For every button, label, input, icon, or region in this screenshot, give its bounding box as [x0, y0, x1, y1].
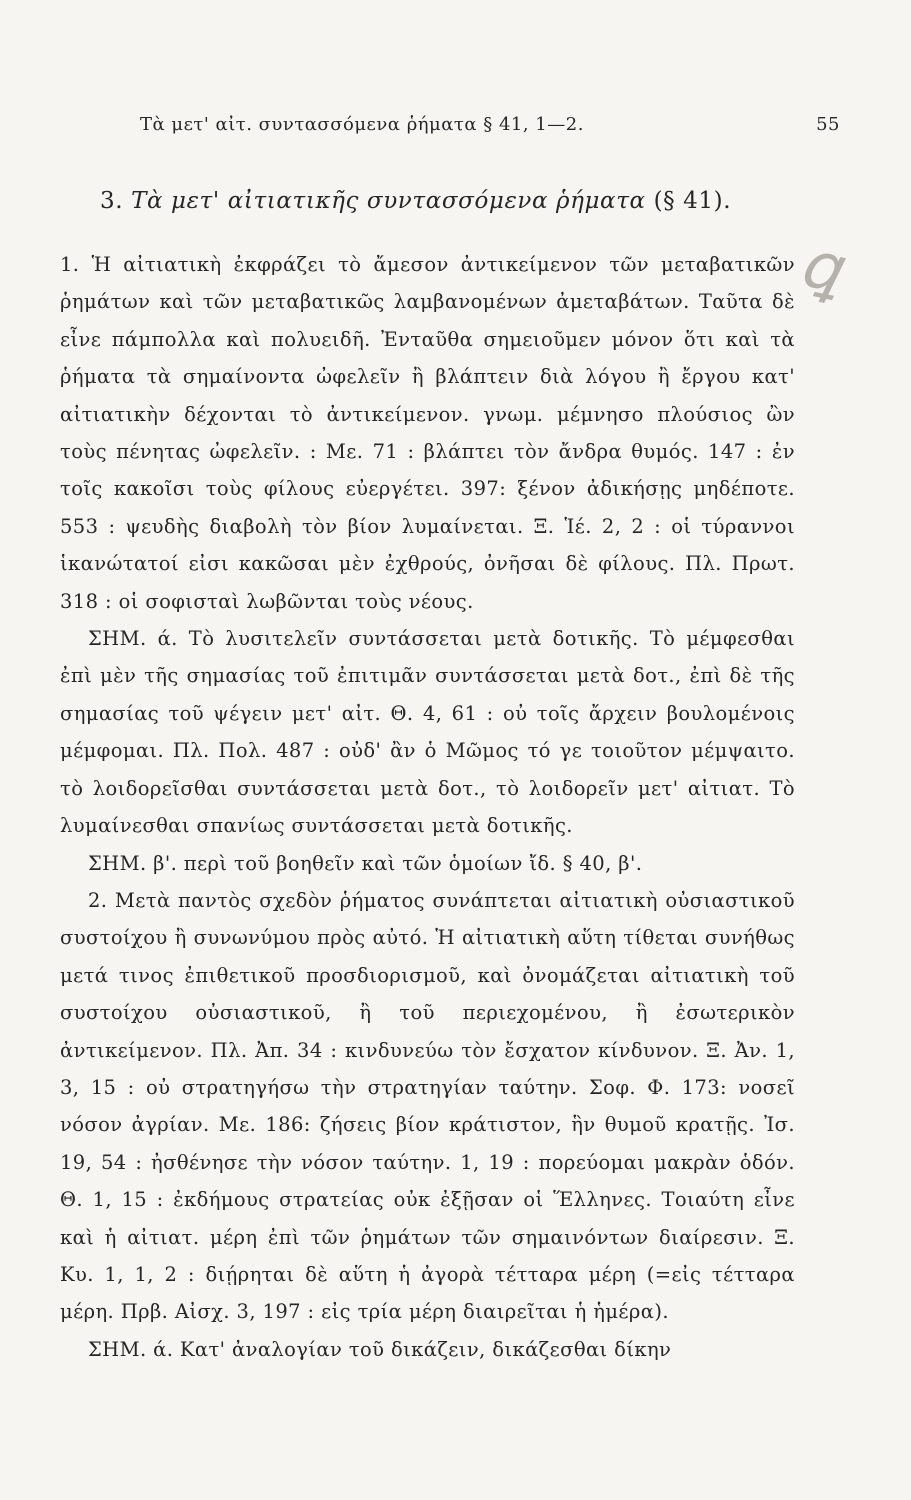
body-text: [60, 246, 795, 1368]
section-heading: [100, 188, 800, 214]
page-number: 55: [816, 114, 840, 135]
paragraph-1: 1. Ἡ αἰτιατικὴ ἐκφράζει τὸ ἄμεσον ἀντικείμενον τῶν μεταβατικῶν ῥημάτων καὶ τῶν μεταβατικῶς λαμβανομένων ἀμεταβάτων. Ταῦτα δὲ εἶνε πάμπολλα καὶ πολυειδῆ. Ἐνταῦθα σημειοῦμεν μόνον ὅτι καὶ τὰ ῥήματα τὰ σημαίνοντα ὠφελεῖν ἢ βλάπτειν διὰ λόγου ἢ ἔργου κατ' αἰτιατικὴν δέχονται τὸ ἀντικείμενον. γνωμ. μέμνησο πλούσιος ὢν τοὺς πένητας ὠφελεῖν. : Με. 71 : βλάπτει τὸν ἄνδρα θυμός. 147 : ἐν τοῖς κακοῖσι τοὺς φίλους εὐεργέτει. 397: ξένον ἀδικήσῃς μηδέποτε. 553 : ψευδὴς διαβολὴ τὸν βίον λυμαίνεται. Ξ. Ἱέ. 2, 2 : οἱ τύραννοι ἱκανώτατοί εἰσι κακῶσαι μὲν ἐχθρούς, ὀνῆσαι δὲ φίλους. Πλ. Πρωτ. 318 : οἱ σοφισταὶ λωβῶνται τοὺς νέους.: [60, 253, 795, 613]
note-alpha-continued: ΣΗΜ. ά. Κατ' ἀναλογίαν τοῦ δικάζειν, δικάζεσθαι δίκην: [88, 1337, 672, 1361]
running-head-title: Τὰ μετ' αἰτ. συντασσόμενα ῥήματα § 41, 1—2.: [140, 114, 584, 135]
section-number: 3.: [100, 188, 124, 214]
section-reference: (§ 41).: [653, 188, 732, 214]
handwritten-margin-note: ꝗ: [792, 226, 848, 308]
note-alpha: ΣΗΜ. ά. Τὸ λυσιτελεῖν συντάσσεται μετὰ δοτικῆς. Τὸ μέμφεσθαι ἐπὶ μὲν τῆς σημασίας τοῦ ἐπιτιμᾶν συντάσσεται μετὰ δοτ., ἐπὶ δὲ τῆς σημασίας τοῦ ψέγειν μετ' αἰτ. Θ. 4, 61 : οὐ τοῖς ἄρχειν βουλομένοις μέμφομαι. Πλ. Πολ. 487 : οὐδ' ἂν ὁ Μῶμος τό γε τοιοῦτον μέμψαιτο. τὸ λοιδορεῖσθαι συντάσσεται μετὰ δοτ., τὸ λοιδορεῖν μετ' αἰτιατ. Τὸ λυμαίνεσθαι σπανίως συντάσσεται μετὰ δοτικῆς.: [60, 627, 795, 838]
paragraph-2: 2. Μετὰ παντὸς σχεδὸν ῥήματος συνάπτεται αἰτιατικὴ οὐσιαστικοῦ συστοίχου ἢ συνωνύμου πρὸς αὐτό. Ἡ αἰτιατικὴ αὕτη τίθεται συνήθως μετά τινος ἐπιθετικοῦ προσδιορισμοῦ, καὶ ὀνομάζεται αἰτιατικὴ τοῦ συστοίχου οὐσιαστικοῦ, ἢ τοῦ περιεχομένου, ἢ ἐσωτερικὸν ἀντικείμενον. Πλ. Ἀπ. 34 : κινδυνεύω τὸν ἔσχατον κίνδυνον. Ξ. Ἀν. 1, 3, 15 : οὐ στρατηγήσω τὴν στρατηγίαν ταύτην. Σοφ. Φ. 173: νοσεῖ νόσον ἀγρίαν. Με. 186: ζήσεις βίον κράτιστον, ἣν θυμοῦ κρατῇς. Ἰσ. 19, 54 : ἠσθένησε τὴν νόσον ταύτην. 1, 19 : πορεύομαι μακρὰν ὁδόν. Θ. 1, 15 : ἐκδήμους στρατείας οὐκ ἐξῇσαν οἱ Ἕλληνες. Τοιαύτη εἶνε καὶ ἡ αἰτιατ. μέρη ἐπὶ τῶν ῥημάτων τῶν σημαινόντων διαίρεσιν. Ξ. Κυ. 1, 1, 2 : διῄρηται δὲ αὕτη ἡ ἀγορὰ τέτταρα μέρη (=εἰς τέτταρα μέρη. Πρβ. Αἰσχ. 3, 197 : εἰς τρία μέρη διαιρεῖται ἡ ἡμέρα).: [60, 888, 795, 1324]
section-title-text: Τὰ μετ' αἰτιατικῆς συντασσόμενα ῥήματα: [131, 188, 646, 214]
note-beta: ΣΗΜ. β'. περὶ τοῦ βοηθεῖν καὶ τῶν ὁμοίων ἴδ. § 40, β'.: [88, 851, 643, 875]
